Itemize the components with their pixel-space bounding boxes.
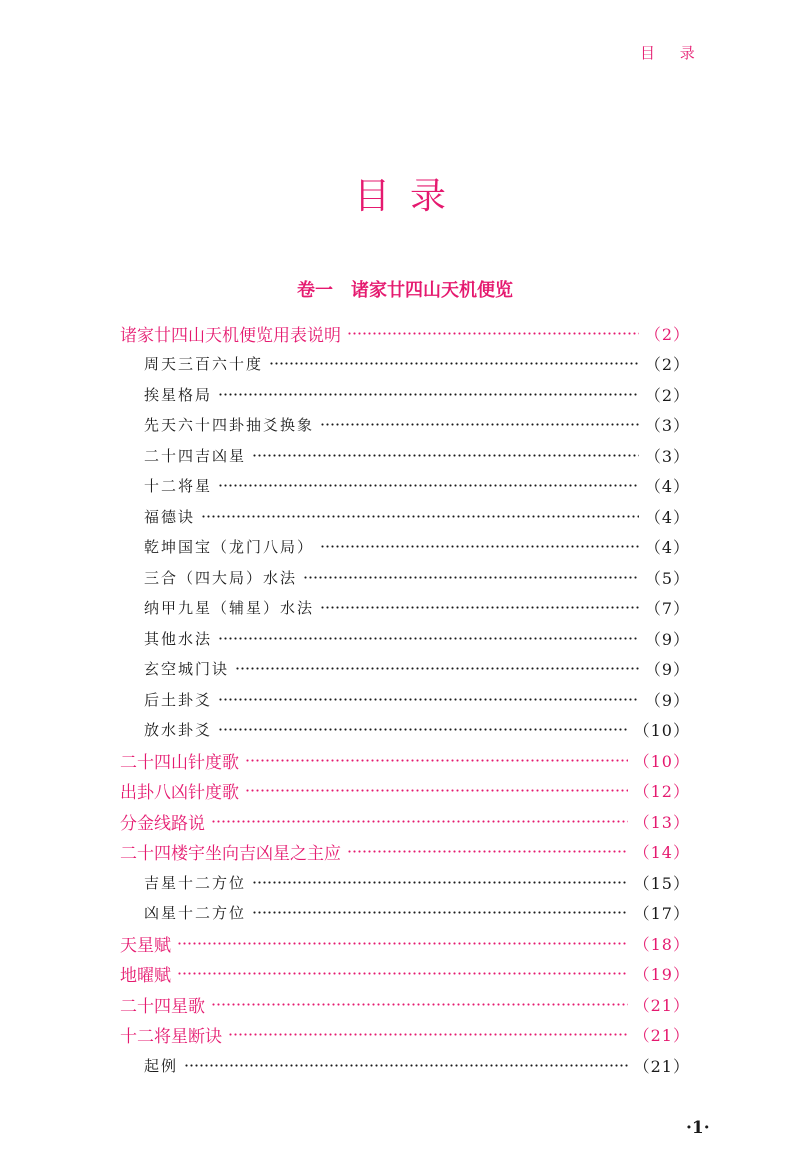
toc-entry-title: 十二将星 bbox=[144, 477, 213, 496]
toc-entry[interactable] bbox=[120, 989, 690, 1020]
toc-entry-page: （10） bbox=[633, 721, 690, 741]
dot-leader bbox=[303, 576, 639, 579]
toc-entry[interactable] bbox=[120, 440, 690, 471]
toc-entry-page: （5） bbox=[644, 568, 690, 588]
toc-entry-title: 三合（四大局）水法 bbox=[144, 568, 298, 587]
toc-entry[interactable] bbox=[120, 654, 690, 685]
toc-entry-title: 天星赋 bbox=[120, 935, 171, 956]
dot-leader bbox=[201, 515, 639, 518]
toc-entry-title: 凶星十二方位 bbox=[144, 904, 247, 923]
dot-leader bbox=[177, 972, 628, 975]
toc-entry[interactable] bbox=[120, 471, 690, 502]
dot-leader bbox=[177, 942, 628, 945]
toc-entry[interactable] bbox=[120, 410, 690, 441]
toc-entry-page: （17） bbox=[633, 904, 690, 924]
toc-entry-title: 纳甲九星（辅星）水法 bbox=[144, 599, 315, 618]
toc-entry[interactable] bbox=[120, 318, 690, 349]
toc-entry[interactable] bbox=[120, 1020, 690, 1051]
toc-entry-page: （12） bbox=[633, 782, 690, 802]
dot-leader bbox=[347, 850, 628, 853]
toc-entry-title: 其他水法 bbox=[144, 629, 213, 648]
toc-entry-title: 福德诀 bbox=[144, 507, 196, 526]
volume-heading bbox=[0, 276, 800, 302]
dot-leader bbox=[228, 1033, 628, 1036]
toc-entry-page: （2） bbox=[644, 355, 690, 375]
dot-leader bbox=[252, 881, 628, 884]
toc-entry-page: （4） bbox=[644, 477, 690, 497]
dot-leader bbox=[320, 423, 639, 426]
toc-entry[interactable] bbox=[120, 379, 690, 410]
toc-entry[interactable] bbox=[120, 806, 690, 837]
toc-entry-page: （13） bbox=[633, 812, 690, 832]
toc-entry-page: （4） bbox=[644, 538, 690, 558]
toc-entry-page: （9） bbox=[644, 629, 690, 649]
toc-entry-page: （3） bbox=[644, 446, 690, 466]
toc-entry[interactable] bbox=[120, 593, 690, 624]
toc-entry[interactable] bbox=[120, 715, 690, 746]
dot-leader bbox=[218, 728, 628, 731]
toc-entry[interactable] bbox=[120, 867, 690, 898]
toc-entry-page: （4） bbox=[644, 507, 690, 527]
running-head: 目 录 bbox=[640, 44, 705, 62]
page-title: 目录 bbox=[353, 176, 466, 217]
volume-number: 卷一 bbox=[297, 280, 333, 301]
toc-entry-title: 后土卦爻 bbox=[144, 690, 213, 709]
dot-leader bbox=[218, 484, 639, 487]
toc-entry-title: 分金线路说 bbox=[120, 813, 205, 834]
page-number: ·1· bbox=[686, 1118, 710, 1138]
toc-entry-page: （7） bbox=[644, 599, 690, 619]
dot-leader bbox=[218, 637, 639, 640]
dot-leader bbox=[218, 698, 639, 701]
toc-entry-page: （19） bbox=[633, 965, 690, 985]
toc-entry-page: （2） bbox=[644, 324, 690, 344]
toc-entry-page: （2） bbox=[644, 385, 690, 405]
toc-entry-title: 放水卦爻 bbox=[144, 721, 213, 740]
dot-leader bbox=[320, 545, 639, 548]
toc-entry-title: 十二将星断诀 bbox=[120, 1027, 222, 1048]
toc-entry-page: （9） bbox=[644, 690, 690, 710]
toc-entry[interactable] bbox=[120, 1050, 690, 1081]
toc-entry-page: （9） bbox=[644, 660, 690, 680]
dot-leader bbox=[252, 911, 628, 914]
toc-entry[interactable] bbox=[120, 532, 690, 563]
toc-entry-page: （14） bbox=[633, 843, 690, 863]
toc-entry-page: （21） bbox=[633, 1056, 690, 1076]
toc-entry-title: 出卦八凶针度歌 bbox=[120, 783, 239, 804]
dot-leader bbox=[235, 667, 639, 670]
toc-entry-title: 诸家廿四山天机便览用表说明 bbox=[120, 325, 341, 346]
toc-entry-title: 起例 bbox=[144, 1056, 179, 1075]
dot-leader bbox=[347, 332, 639, 335]
dot-leader bbox=[245, 789, 628, 792]
toc-entry-page: （21） bbox=[633, 995, 690, 1015]
toc-entry-title: 挨星格局 bbox=[144, 385, 213, 404]
toc-entry[interactable] bbox=[120, 623, 690, 654]
toc-entry[interactable] bbox=[120, 959, 690, 990]
toc-entry-page: （3） bbox=[644, 416, 690, 436]
toc-entry-page: （15） bbox=[633, 873, 690, 893]
volume-title: 诸家廿四山天机便览 bbox=[351, 280, 513, 301]
dot-leader bbox=[218, 393, 639, 396]
dot-leader bbox=[245, 759, 628, 762]
toc-entry[interactable] bbox=[120, 684, 690, 715]
table-of-contents bbox=[120, 318, 690, 1081]
dot-leader bbox=[184, 1064, 628, 1067]
toc-entry[interactable] bbox=[120, 745, 690, 776]
toc-entry-title: 周天三百六十度 bbox=[144, 355, 264, 374]
toc-entry-title: 二十四星歌 bbox=[120, 996, 205, 1017]
toc-entry-title: 乾坤国宝（龙门八局） bbox=[144, 538, 315, 557]
toc-entry[interactable] bbox=[120, 776, 690, 807]
toc-entry[interactable] bbox=[120, 562, 690, 593]
dot-leader bbox=[269, 362, 639, 365]
toc-entry-title: 二十四楼宇坐向吉凶星之主应 bbox=[120, 844, 341, 865]
dot-leader bbox=[252, 454, 639, 457]
toc-entry[interactable] bbox=[120, 349, 690, 380]
toc-entry-title: 二十四山针度歌 bbox=[120, 752, 239, 773]
toc-entry[interactable] bbox=[120, 898, 690, 929]
toc-entry-title: 二十四吉凶星 bbox=[144, 446, 247, 465]
toc-entry-title: 玄空城门诀 bbox=[144, 660, 230, 679]
toc-entry[interactable] bbox=[120, 501, 690, 532]
dot-leader bbox=[211, 1003, 628, 1006]
toc-entry-page: （10） bbox=[633, 751, 690, 771]
toc-entry-page: （21） bbox=[633, 1026, 690, 1046]
dot-leader bbox=[211, 820, 628, 823]
toc-entry-page: （18） bbox=[633, 934, 690, 954]
toc-entry-title: 吉星十二方位 bbox=[144, 873, 247, 892]
toc-entry-title: 地曜赋 bbox=[120, 966, 171, 987]
toc-entry[interactable] bbox=[120, 837, 690, 868]
toc-entry-title: 先天六十四卦抽爻换象 bbox=[144, 416, 315, 435]
dot-leader bbox=[320, 606, 639, 609]
toc-entry[interactable] bbox=[120, 928, 690, 959]
